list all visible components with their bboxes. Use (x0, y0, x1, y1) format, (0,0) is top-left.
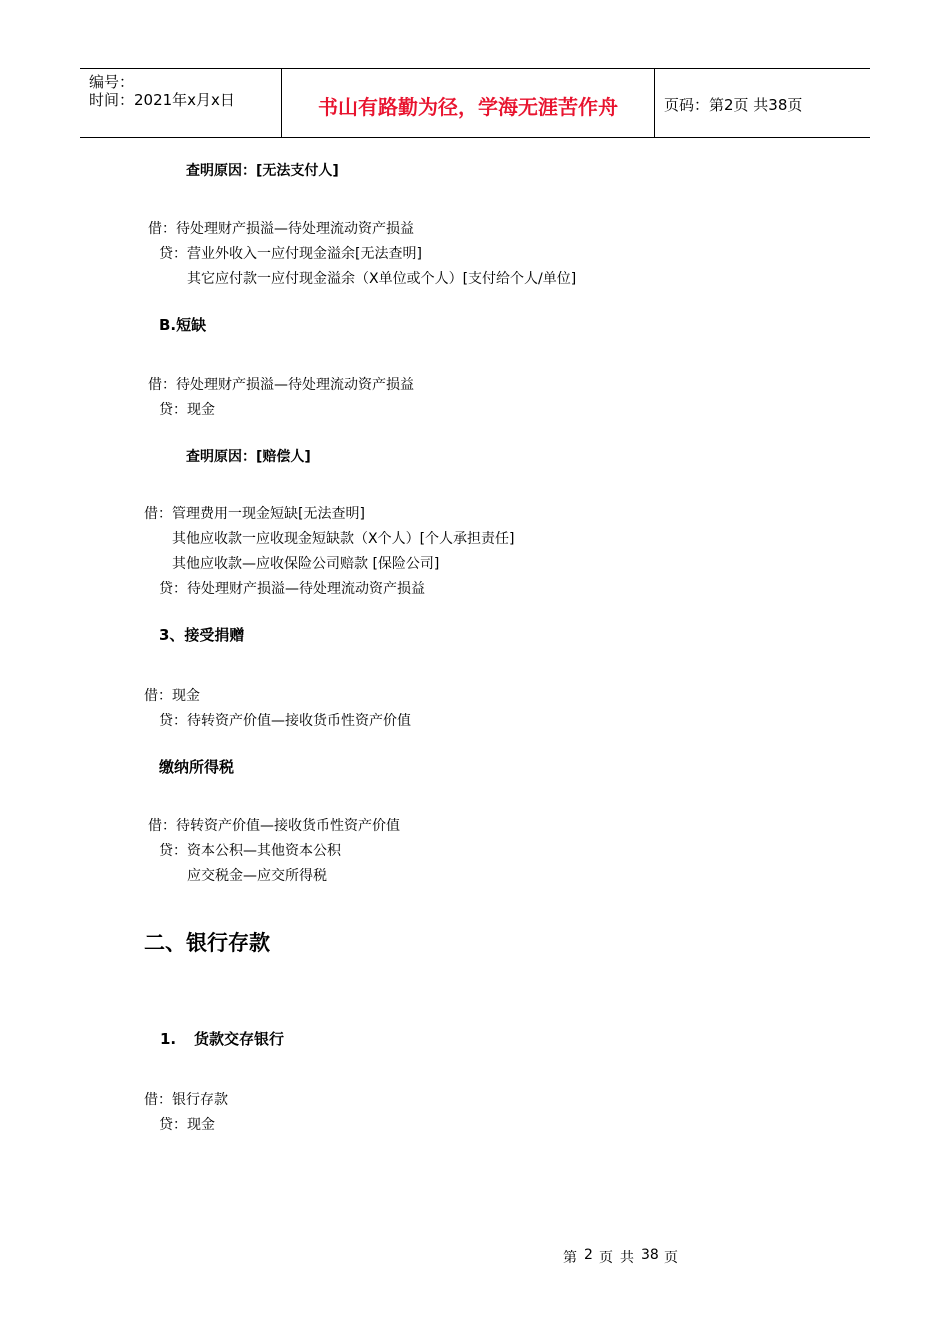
footer-total-suffix: 页 (664, 1250, 678, 1266)
subsection-title: 货款交存银行 (194, 1030, 285, 1048)
entry-credit-line: 贷：待转资产价值—接收货币性资产价值 (159, 713, 411, 729)
income-tax-heading: 缴纳所得税 (159, 758, 235, 776)
document-number-label: 编号： (89, 73, 135, 91)
header-motto-cell (282, 69, 655, 137)
entry-debit-line: 借：待转资产价值—接收货币性资产价值 (148, 818, 400, 834)
header-meta-cell (80, 69, 282, 137)
entry-debit-line: 借：待处理财产损溢—待处理流动资产损益 (148, 221, 414, 237)
entry-debit-line: 借：现金 (144, 688, 200, 704)
entry-credit-line: 贷：资本公积—其他资本公积 (159, 843, 341, 859)
entry-credit-line: 贷：现金 (159, 1117, 215, 1133)
entry-credit-line: 应交税金—应交所得税 (187, 868, 327, 884)
header-motto: 书山有路勤为径，学海无涯苦作舟 (318, 95, 618, 119)
header-page-info: 页码：第2页 共38页 (664, 96, 803, 114)
footer-total-prefix: 共 (620, 1250, 634, 1266)
entry-debit-line: 借：待处理财产损溢—待处理流动资产损益 (148, 377, 414, 393)
page-header (80, 68, 870, 138)
reason-unpaid-heading: 查明原因：[无法支付人] (186, 163, 339, 179)
footer-page-prefix: 第 (563, 1250, 577, 1266)
entry-debit-line: 借：管理费用一现金短缺[无法查明] (144, 506, 365, 522)
reason-compensator-heading: 查明原因：[赔偿人] (186, 449, 311, 465)
entry-credit-line: 贷：营业外收入一应付现金溢余[无法查明] (159, 246, 422, 262)
footer-page-suffix: 页 (599, 1250, 613, 1266)
entry-credit-line: 贷：现金 (159, 402, 215, 418)
entry-debit-line: 借：银行存款 (144, 1092, 228, 1108)
donation-heading: 3、接受捐赠 (159, 626, 245, 644)
subsection-number: 1. (160, 1030, 177, 1048)
footer-page-number: 2 (584, 1247, 593, 1263)
section-heading-bank-deposit: 二、银行存款 (144, 931, 270, 955)
entry-debit-line: 其他应收款一应收现金短缺款（X个人）[个人承担责任] (172, 531, 515, 547)
shortage-heading: B.短缺 (159, 316, 207, 334)
header-page-cell (655, 69, 870, 137)
entry-credit-line: 贷：待处理财产损溢—待处理流动资产损益 (159, 581, 425, 597)
entry-debit-line: 其他应收款—应收保险公司赔款 [保险公司] (172, 556, 440, 572)
document-time-label: 时间：2021年x月x日 (89, 91, 235, 109)
footer-total-number: 38 (641, 1247, 659, 1263)
entry-credit-line: 其它应付款一应付现金溢余（X单位或个人）[支付给个人/单位] (187, 271, 577, 287)
